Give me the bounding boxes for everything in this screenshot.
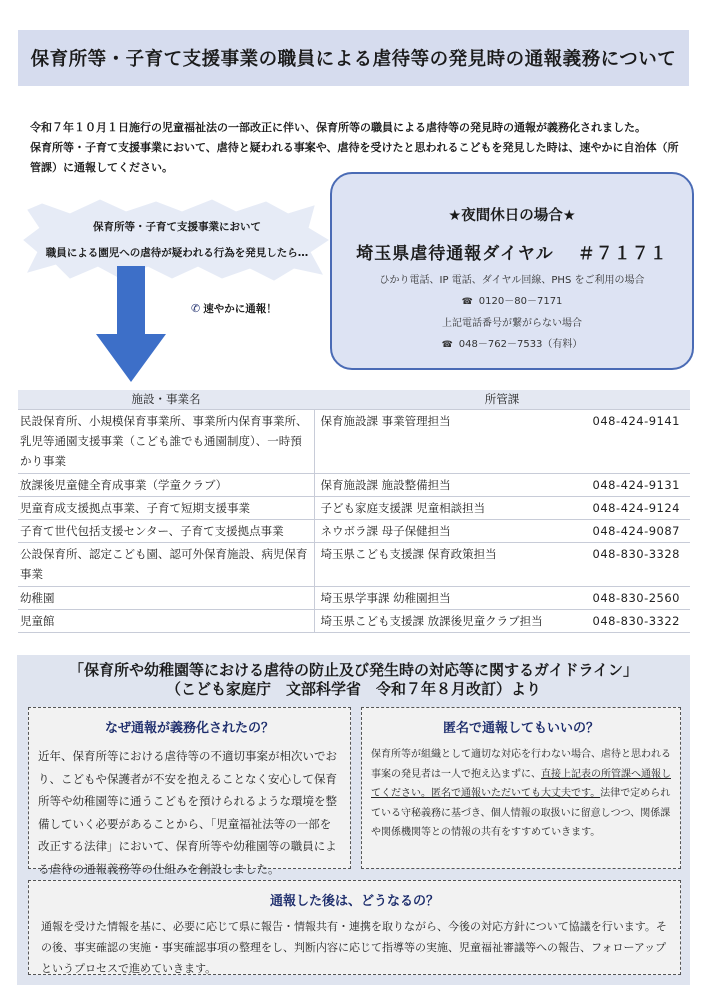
night-holiday-box: [330, 172, 694, 370]
facility-cell: 幼稚園: [18, 586, 314, 609]
burst-line-1: 保育所等・子育て支援事業において: [93, 221, 261, 233]
notify-label: 速やかに通報！: [203, 303, 277, 315]
phone-cell[interactable]: 048-424-9087: [564, 519, 690, 542]
night-tel-2-note: （有料）: [542, 339, 583, 350]
anonymous-body-a: 保育所等が組織として適切な対応を行わない場合、虐待と思われる事案の発見者は一人で抱え込まずに、: [371, 749, 671, 780]
burst-line-2: 職員による園児への虐待が疑われる行為を発見したら…: [45, 247, 309, 259]
department-cell: 保育施設課 事業管理担当: [314, 409, 564, 473]
page-title: 保育所等・子育て支援事業の職員による虐待等の発見時の通報義務について: [30, 49, 677, 70]
phone-cell[interactable]: 048-424-9141: [564, 409, 690, 473]
why-body: 近年、保育所等における虐待等の不適切事案が相次いでおり、こどもや保護者が不安を抱えることなく安心して保育所等や幼稚園等に通うこどもを預けられるような環境を整備していく必要があることから、「児童福祉法等の一部を改正する法律」において、保育所等や幼稚園等の職員による虐待の通報義務等の仕組みを創設しました。: [38, 749, 337, 876]
intro-line-3: 管課）に通報してください。: [30, 161, 173, 174]
table-row: [18, 473, 690, 496]
phone-cell[interactable]: 048-830-2560: [564, 586, 690, 609]
intro-line-1: 令和７年１０月１日施行の児童福祉法の一部改正に伴い、保育所等の職員による虐待等の発見時の通報が義務化されました。: [30, 121, 646, 134]
notify-callout: [191, 301, 277, 316]
anonymous-report-card: [361, 707, 681, 869]
intro-line-2: 保育所等・子育て支援事業において、虐待と疑われる事案や、虐待を受けたと思われるこどもを発見した時は、速やかに自治体（所: [30, 141, 679, 154]
table-row: [18, 409, 690, 473]
night-tel-2-number[interactable]: 048－762－7533: [458, 339, 543, 350]
facility-cell: 子育て世代包括支援センター、子育て支援拠点事業: [18, 519, 314, 542]
facility-cell: 民設保育所、小規模保育事業所、事業所内保育事業所、乳児等通園支援事業（こども誰でも通園制度）、一時預かり事業: [18, 409, 314, 473]
guideline-title-line-1: 「保育所や幼稚園等における虐待の防止及び発生時の対応等に関するガイドライン」: [68, 661, 639, 679]
night-note-1: ひかり電話、IP 電話、ダイヤル回線、PHS をご利用の場合: [379, 275, 645, 286]
night-note-2: 上記電話番号が繋がらない場合: [442, 318, 582, 329]
guideline-title: [0, 661, 707, 699]
phone-icon: ✆: [191, 302, 201, 315]
anonymous-heading: 匿名で通報してもいいの？: [442, 721, 599, 736]
night-tel-2: [332, 334, 692, 356]
contact-directory-table: [18, 390, 690, 633]
header-department: 所管課: [314, 390, 690, 409]
why-heading: なぜ通報が義務化されたの？: [104, 721, 274, 736]
anonymous-body-underlined: 直接上記表の所管課へ通報してください。匿名で通報いただいても大丈夫です。: [371, 768, 671, 799]
after-body: 通報を受けた情報を基に、必要に応じて県に報告・情報共有・連携を取りながら、今後の対応方針について協議を行います。その後、事実確認の実施・事実確認事項の整理をし、判断内容に応じて指導等の実施、児童福祉審議等への報告、フォローアップというプロセスで進めていきます。: [41, 920, 667, 975]
phone-cell[interactable]: 048-830-3328: [564, 542, 690, 586]
department-cell: 埼玉県こども支援課 放課後児童クラブ担当: [314, 609, 564, 632]
facility-cell: 放課後児童健全育成事業（学童クラブ）: [18, 473, 314, 496]
table-row: [18, 586, 690, 609]
down-arrow-icon: [96, 266, 166, 384]
telephone-icon: ☎: [461, 297, 473, 307]
department-cell: 保育施設課 施設整備担当: [314, 473, 564, 496]
alert-burst: [22, 198, 332, 282]
phone-cell[interactable]: 048-830-3322: [564, 609, 690, 632]
header-facility: 施設・事業名: [18, 390, 314, 409]
night-tel-1-number[interactable]: 0120－80－7171: [478, 296, 563, 307]
department-cell: 子ども家庭支援課 児童相談担当: [314, 496, 564, 519]
facility-cell: 児童育成支援拠点事業、子育て短期支援事業: [18, 496, 314, 519]
facility-cell: 公設保育所、認定こども園、認可外保育施設、病児保育事業: [18, 542, 314, 586]
why-mandatory-card: [28, 707, 351, 876]
hotline-dial: [332, 239, 692, 264]
table-row: [18, 609, 690, 632]
burst-text: [22, 214, 332, 266]
after-heading: 通報した後は、どうなるの？: [269, 894, 439, 909]
table-row: [18, 542, 690, 586]
telephone-icon: ☎: [441, 340, 453, 350]
department-cell: 埼玉県こども支援課 保育政策担当: [314, 542, 564, 586]
hotline-label: 埼玉県虐待通報ダイヤル: [356, 244, 554, 264]
guideline-title-line-2: （こども家庭庁 文部科学省 令和７年８月改訂）より: [165, 680, 541, 698]
phone-cell[interactable]: 048-424-9124: [564, 496, 690, 519]
department-cell: 埼玉県学事課 幼稚園担当: [314, 586, 564, 609]
night-tel-1: [332, 291, 692, 313]
hotline-number: ＃７１７１: [577, 244, 668, 264]
night-title: ★夜間休日の場合★: [448, 208, 576, 224]
anonymous-body-b: 法律で定められている守秘義務に基づき、個人情報の取扱いに留意しつつ、関係課や関係機関等との情報の共有をすすめていきます。: [371, 788, 671, 838]
anonymous-body: [362, 736, 680, 843]
intro-text: [30, 118, 690, 178]
facility-cell: 児童館: [18, 609, 314, 632]
phone-cell[interactable]: 048-424-9131: [564, 473, 690, 496]
department-cell: ネウボラ課 母子保健担当: [314, 519, 564, 542]
after-report-card: [28, 880, 681, 975]
table-row: [18, 519, 690, 542]
table-row: [18, 496, 690, 519]
table-header-row: [18, 390, 690, 409]
title-banner: [18, 30, 689, 86]
